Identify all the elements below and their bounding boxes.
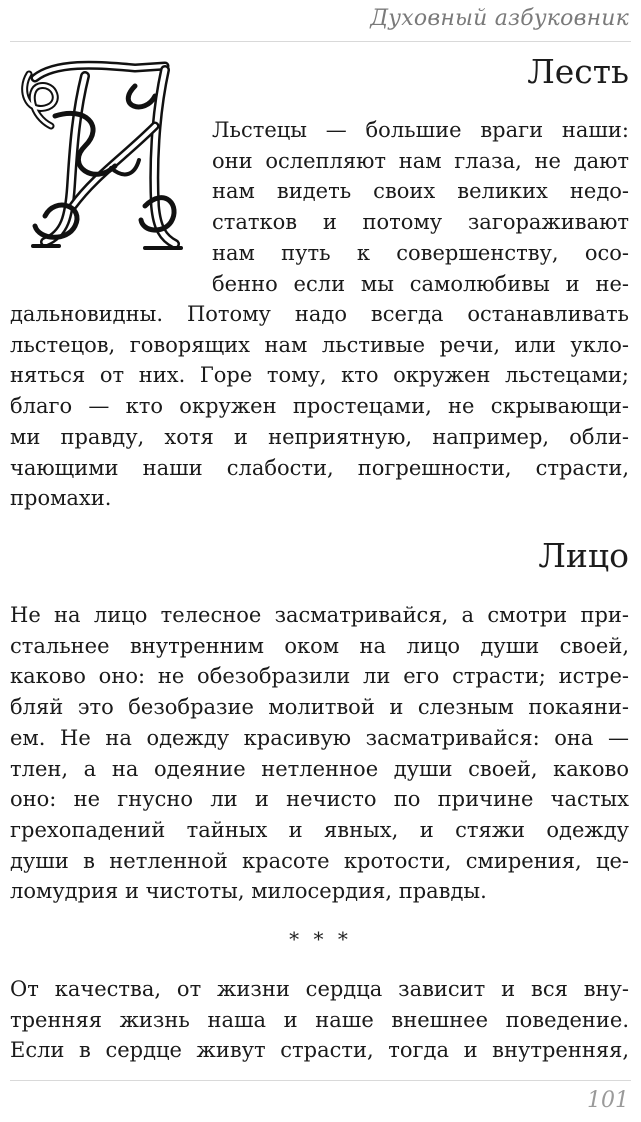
section-lest-body <box>10 299 629 514</box>
text-line: От качества, от жизни сердца зависит и вся вну- <box>10 977 629 1001</box>
text-line: промахи. <box>10 486 112 511</box>
text-line: ломудрия и чистоты, милосердия, правды. <box>10 879 487 904</box>
section-litso-paragraph-2 <box>10 974 629 1066</box>
header-divider <box>10 41 631 42</box>
text-line: нам путь к совершенству, осо- <box>212 240 629 265</box>
text-line: няться от них. Горе тому, кто окружен льстецами; <box>10 363 629 388</box>
section-title-litso: Лицо <box>538 536 629 575</box>
text-line: благо — кто окружен простецами, не скрывающи- <box>10 394 629 419</box>
text-line: бляй это безобразие молитвой и слезным покаяни- <box>10 695 629 720</box>
text-line: они ослепляют нам глаза, не дают <box>212 148 629 173</box>
text-line: ми правду, хотя и неприятную, например, обли- <box>10 424 629 449</box>
text-line: оно: не гнусно ли и нечисто по причине частых <box>10 787 629 812</box>
text-line: Не на лицо телесное засматривайся, а смотри при- <box>10 603 629 627</box>
text-line: ем. Не на одежду красивую засматривайся: она — <box>10 725 629 750</box>
footer-divider <box>10 1080 631 1081</box>
text-line: чающими наши слабости, погрешности, страсти, <box>10 455 629 480</box>
text-line: стальнее внутренним оком на лицо души своей, <box>10 633 629 658</box>
section-lest-intro <box>212 115 629 299</box>
text-line: тренняя жизнь наша и наше внешнее поведение. <box>10 1007 629 1032</box>
text-line: статков и потому загораживают <box>212 210 629 235</box>
section-title-lest: Лесть <box>527 52 629 91</box>
text-line: Льстецы — большие враги наши: <box>212 118 629 142</box>
text-line: бенно если мы самолюбивы и не- <box>212 271 629 296</box>
running-title: Духовный азбуковник <box>370 6 629 31</box>
ornamental-dropcap-icon <box>15 56 185 252</box>
section-separator: * * * <box>289 927 352 951</box>
text-line: льстецов, говорящих нам льстивые речи, или укло- <box>10 332 629 357</box>
section-litso-paragraph-1 <box>10 600 629 907</box>
text-line: нам видеть своих великих недо- <box>212 179 629 204</box>
page-number: 101 <box>587 1088 629 1113</box>
text-line: грехопадений тайных и явных, и стяжи одежду <box>10 817 629 842</box>
text-line: Если в сердце живут страсти, тогда и внутренняя, <box>10 1038 629 1063</box>
text-line: каково оно: не обезобразили ли его страсти; истре- <box>10 664 629 689</box>
text-line: души в нетленной красоте кротости, смирения, це- <box>10 848 629 873</box>
text-line: тлен, а на одеяние нетленное души своей, каково <box>10 756 629 781</box>
text-line: дальновидны. Потому надо всегда останавливать <box>10 302 629 326</box>
